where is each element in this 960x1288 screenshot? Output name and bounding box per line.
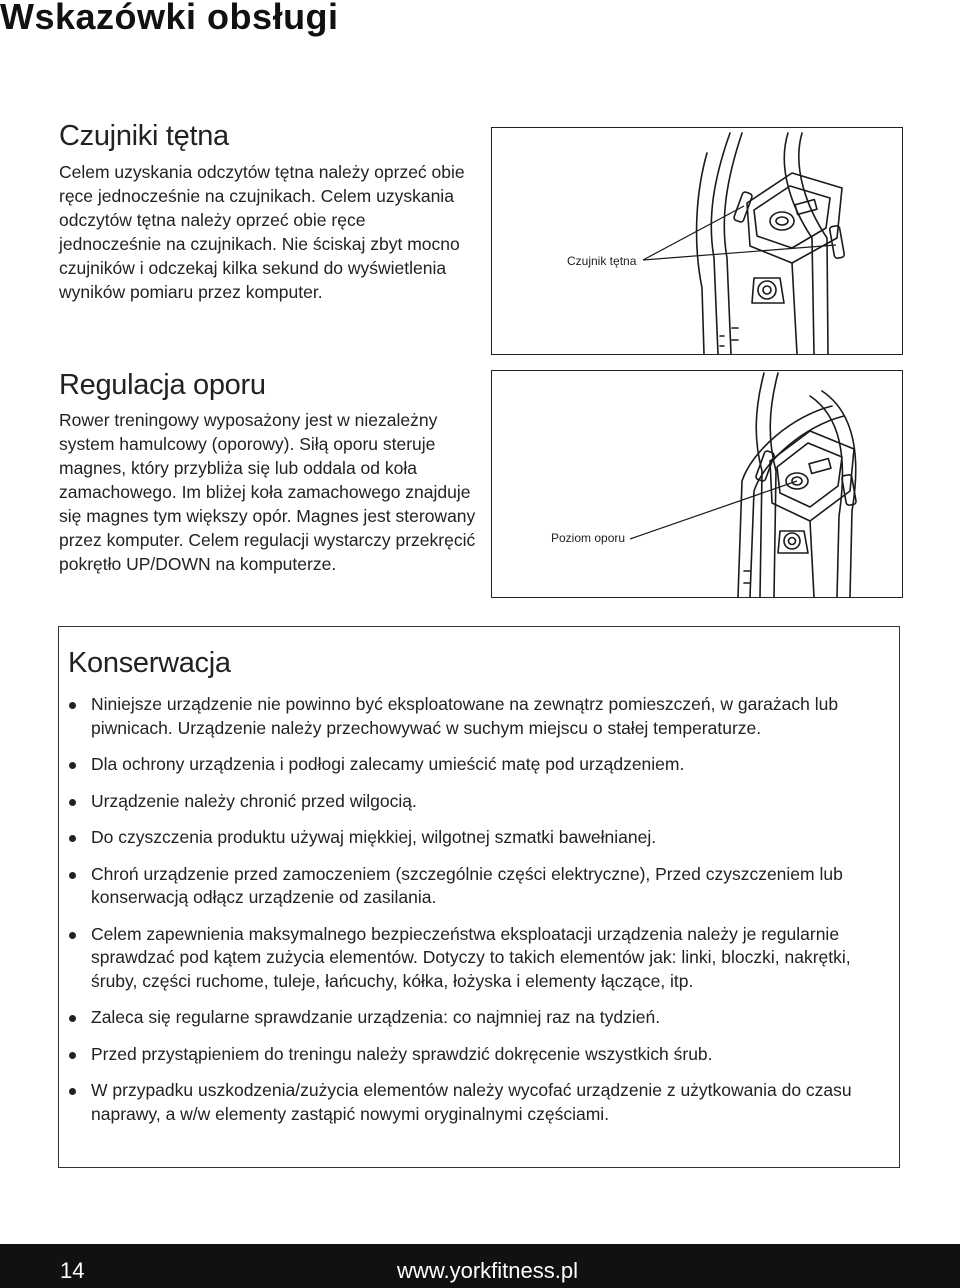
bullet-icon	[69, 1052, 76, 1059]
bullet-icon	[69, 932, 76, 939]
heart-rate-heading: Czujniki tętna	[59, 120, 229, 152]
list-item: Przed przystąpieniem do treningu należy sprawdzić dokręcenie wszystkich śrub.	[59, 1043, 901, 1067]
footer-bar	[0, 1244, 960, 1288]
bullet-icon	[69, 835, 76, 842]
bullet-icon	[69, 1015, 76, 1022]
bullet-icon	[69, 1088, 76, 1095]
list-item: W przypadku uszkodzenia/zużycia elementów należy wycofać urządzenie z użytkowania do czasu naprawy, a w/w elementy zastąpić nowymi oryginalnymi częściami.	[59, 1079, 901, 1126]
footer-url[interactable]: www.yorkfitness.pl	[397, 1258, 578, 1283]
console-illustration-top	[492, 128, 902, 354]
bullet-icon	[69, 872, 76, 879]
bullet-icon	[69, 762, 76, 769]
bullet-icon	[69, 702, 76, 709]
page-number: 14	[60, 1258, 85, 1283]
resistance-level-label: Poziom oporu	[551, 531, 626, 545]
maintenance-heading: Konserwacja	[68, 647, 231, 679]
maintenance-list	[59, 693, 901, 1139]
page-title: Wskazówki obsługi	[0, 0, 339, 37]
resistance-text: Rower treningowy wyposażony jest w niezależny system hamulcowy (oporowy). Siłą oporu steruje magnes, który przybliża się lub oddala od koła zamachowego. Im bliżej koła zamachowego znajduje się magnes tym większy opór. Magnes jest sterowany przez komputer. Celem regulacji wystarczy przekręcić pokrętło UP/DOWN na komputerze.	[59, 410, 476, 574]
resistance-figure	[491, 370, 903, 598]
list-item: Celem zapewnienia maksymalnego bezpieczeństwa eksploatacji urządzenia należy je regularnie sprawdzać pod kątem zużycia elementów. Dotyczy to takich elementów jak: linki, bloczki, nakrętki, śruby, części ruchome, tuleje, łańcuchy, kółka, łożyska i elementy łączące, itp.	[59, 923, 901, 994]
bullet-icon	[69, 799, 76, 806]
list-item: Niniejsze urządzenie nie powinno być eksploatowane na zewnątrz pomieszczeń, w garażach lub piwnicach. Urządzenie należy przechowywać w suchym miejscu o stałej temperaturze.	[59, 693, 901, 740]
heart-rate-figure	[491, 127, 903, 355]
list-item: Dla ochrony urządzenia i podłogi zalecamy umieścić matę pod urządzeniem.	[59, 753, 901, 777]
list-item: Chroń urządzenie przed zamoczeniem (szczególnie części elektryczne), Przed czyszczeniem lub konserwacją odłącz urządzenie od zasilania.	[59, 863, 901, 910]
heart-rate-sensor-label: Czujnik tętna	[567, 254, 637, 268]
maintenance-box	[58, 626, 900, 1168]
list-item: Zaleca się regularne sprawdzanie urządzenia: co najmniej raz na tydzień.	[59, 1006, 901, 1030]
resistance-heading: Regulacja oporu	[59, 369, 266, 401]
list-item: Urządzenie należy chronić przed wilgocią.	[59, 790, 901, 814]
console-illustration-bottom	[492, 371, 902, 597]
heart-rate-text: Celem uzyskania odczytów tętna należy oprzeć obie ręce jednocześnie na czujnikach. Celem uzyskania odczytów tętna należy oprzeć obie ręce jednocześnie na czujnikach. Nie ściskaj zbyt mocno czujników i odczekaj kilka sekund do wyświetlenia wyników pomiaru przez komputer.	[59, 162, 465, 302]
list-item: Do czyszczenia produktu używaj miękkiej, wilgotnej szmatki bawełnianej.	[59, 826, 901, 850]
